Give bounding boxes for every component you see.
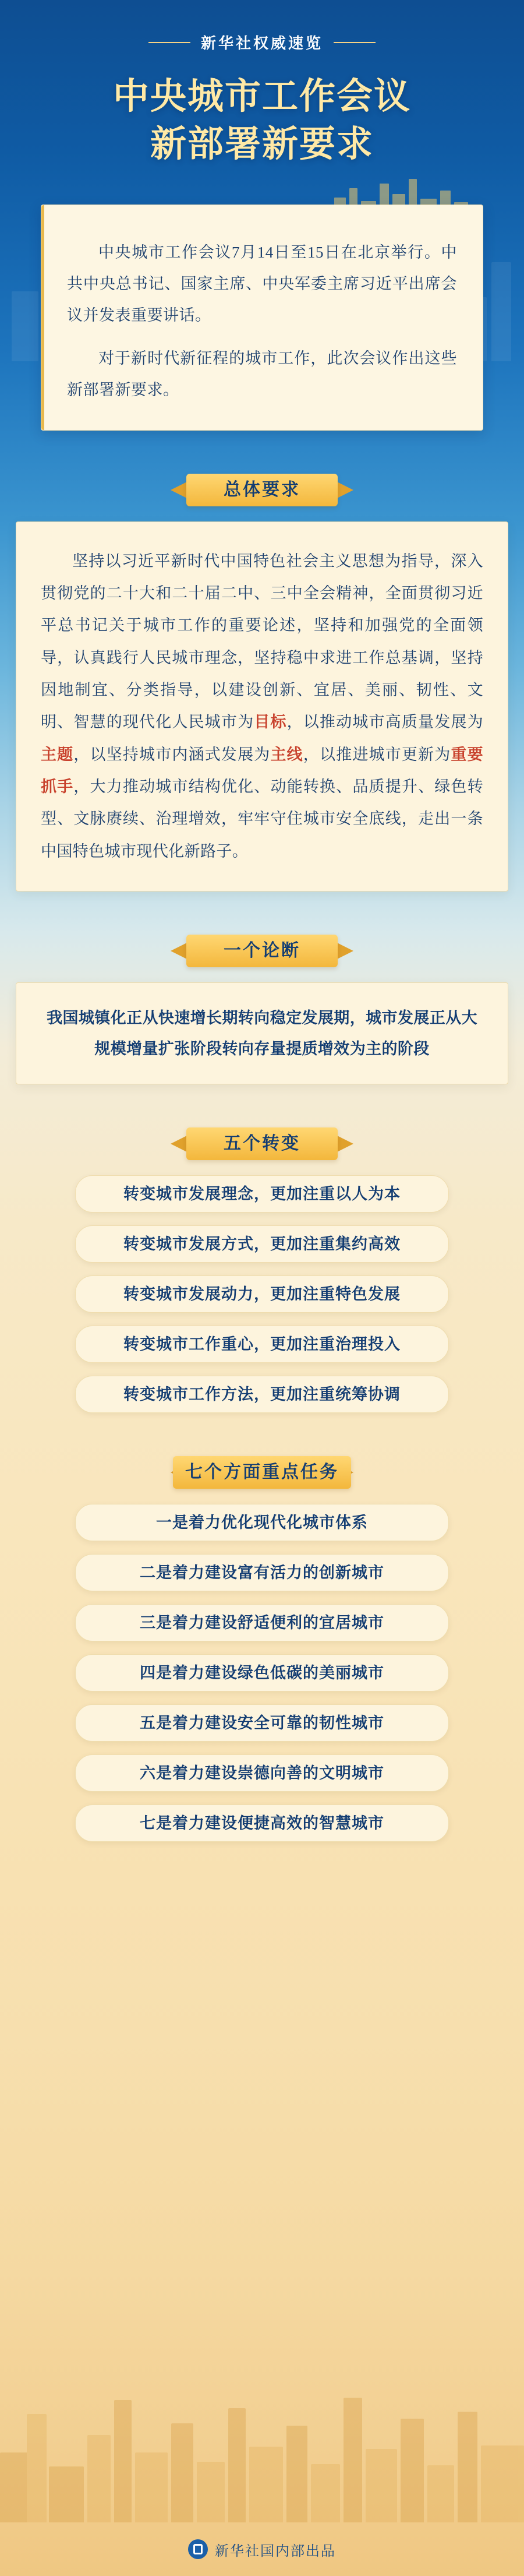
overall-requirements-card bbox=[16, 521, 508, 891]
list-item: 转变城市工作方法，更加注重统筹协调 bbox=[75, 1376, 449, 1413]
ribbon-tail-left-icon bbox=[171, 481, 188, 499]
spacer bbox=[0, 891, 524, 935]
text-seg-4: ，以推进城市更新为 bbox=[303, 745, 451, 763]
footer-text: 新华社国内部出品 bbox=[215, 2543, 336, 2559]
lead-paragraph-1: 中央城市工作会议7月14日至15日在北京举行。中共中央总书记、国家主席、中央军委主席习近平出席会议并发表重要讲话。 bbox=[67, 243, 457, 324]
page-title-line2: 新部署新要求 bbox=[150, 124, 374, 164]
section-heading-label: 一个论断 bbox=[224, 941, 300, 961]
overall-requirements-text bbox=[41, 545, 483, 868]
highlight-target: 目标 bbox=[254, 713, 287, 731]
text-seg-1: 坚持以习近平新时代中国特色社会主义思想为指导，深入贯彻党的二十大和二十届二中、三中全会精神，全面贯彻习近平总书记关于城市工作的重要论述，坚持和加强党的全面领导，认真践行人民城市理念，坚持稳中求进工作总基调，坚持因地制宜、分类指导，以建设创新、宜居、美丽、韧性、文明、智慧的现代化人民城市为 bbox=[41, 552, 483, 731]
list-item: 五是着力建设安全可靠的韧性城市 bbox=[75, 1704, 449, 1742]
section-heading-label: 五个转变 bbox=[224, 1134, 300, 1154]
lead-paragraph-2: 对于新时代新征程的城市工作，此次会议作出这些新部署新要求。 bbox=[67, 349, 457, 399]
highlight-mainline: 主线 bbox=[270, 745, 303, 763]
kicker bbox=[0, 0, 524, 53]
text-seg-5: ，大力推动城市结构优化、动能转换、品质提升、绿色转型、文脉赓续、治理增效，牢牢守住城市安全底线，走出一条中国特色城市现代化新路子。 bbox=[41, 778, 483, 860]
xinhua-logo-icon bbox=[188, 2539, 208, 2559]
footer-skyline-decoration bbox=[0, 2348, 524, 2522]
list-item: 转变城市工作重心，更加注重治理投入 bbox=[75, 1326, 449, 1363]
text-seg-3: ，以坚持城市内涵式发展为 bbox=[73, 745, 271, 763]
spacer bbox=[0, 1084, 524, 1127]
kicker-text: 新华社权威速览 bbox=[200, 34, 323, 52]
page-title-line1: 中央城市工作会议 bbox=[112, 76, 411, 117]
list-item: 转变城市发展理念，更加注重以人为本 bbox=[75, 1175, 449, 1213]
list-item: 七是着力建设便捷高效的智慧城市 bbox=[75, 1805, 449, 1842]
footer bbox=[0, 2522, 524, 2576]
list-item: 一是着力优化现代化城市体系 bbox=[75, 1504, 449, 1541]
spacer bbox=[0, 1413, 524, 1456]
section-heading-label: 总体要求 bbox=[224, 480, 300, 499]
highlight-theme: 主题 bbox=[41, 745, 74, 763]
section-heading-overall-requirements bbox=[166, 474, 358, 506]
kicker-rule-left bbox=[148, 42, 190, 43]
list-item: 四是着力建设绿色低碳的美丽城市 bbox=[75, 1654, 449, 1692]
spacer bbox=[0, 431, 524, 474]
seven-tasks-list bbox=[47, 1504, 477, 1842]
lead-card-wrap bbox=[41, 205, 483, 431]
lead-card bbox=[41, 205, 483, 431]
section-heading-label: 七个方面重点任务 bbox=[185, 1463, 339, 1482]
section-heading-five-shifts bbox=[166, 1127, 358, 1160]
ribbon-tail-right-icon bbox=[336, 481, 353, 499]
one-judgement-text: 我国城镇化正从快速增长期转向稳定发展期，城市发展正从大规模增量扩张阶段转向存量提质增效为主的阶段 bbox=[47, 1009, 477, 1058]
highlight-key-measure: 重要抓手 bbox=[41, 745, 483, 796]
section-heading-seven-tasks bbox=[166, 1456, 358, 1489]
list-item: 转变城市发展方式，更加注重集约高效 bbox=[75, 1225, 449, 1263]
ribbon-tail-left-icon bbox=[171, 1135, 188, 1153]
list-item: 三是着力建设舒适便利的宜居城市 bbox=[75, 1604, 449, 1641]
section-heading-one-judgement bbox=[166, 935, 358, 967]
kicker-rule-right bbox=[334, 42, 376, 43]
list-item: 二是着力建设富有活力的创新城市 bbox=[75, 1554, 449, 1591]
page-title bbox=[0, 73, 524, 168]
ribbon-tail-left-icon bbox=[171, 942, 188, 960]
five-shifts-list bbox=[47, 1175, 477, 1413]
list-item: 六是着力建设崇德向善的文明城市 bbox=[75, 1754, 449, 1792]
one-judgement-card bbox=[16, 982, 508, 1084]
ribbon-tail-right-icon bbox=[336, 1135, 353, 1153]
list-item: 转变城市发展动力，更加注重特色发展 bbox=[75, 1275, 449, 1313]
ribbon-tail-right-icon bbox=[336, 942, 353, 960]
text-seg-2: ，以推动城市高质量发展为 bbox=[286, 713, 483, 731]
